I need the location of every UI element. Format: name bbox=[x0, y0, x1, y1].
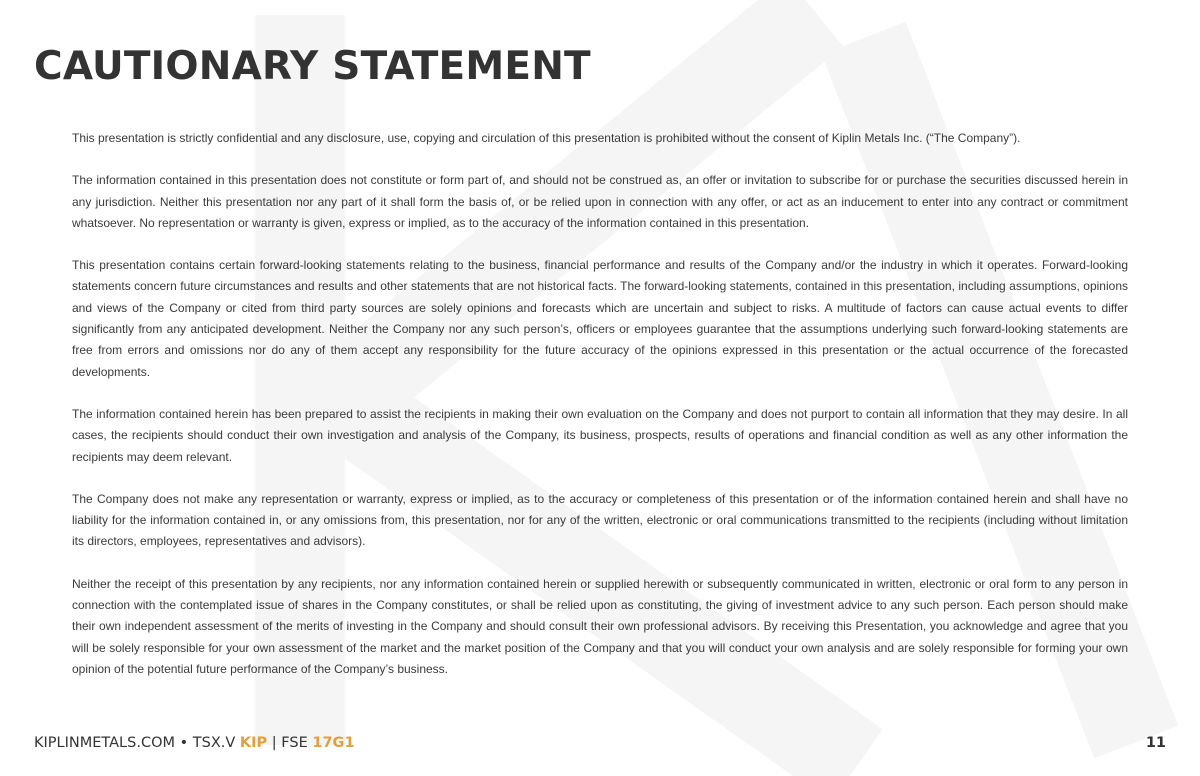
paragraph-confidentiality: This presentation is strictly confidential and any disclosure, use, copying and circulation of this presentation is prohibited without the consent of Kiplin Metals Inc. (“The Company”). bbox=[72, 131, 1021, 145]
footer-ticker-kip: KIP bbox=[239, 735, 268, 751]
footer-exchange-fse: FSE bbox=[281, 735, 313, 751]
footer bbox=[34, 735, 355, 751]
footer-divider: | bbox=[267, 735, 282, 751]
paragraph-forward-looking: This presentation contains certain forward-looking statements relating to the business, financial performance and results of the Company and/or the industry in which it operates. Forward-looking statements concern future circumstances and results and other statements that are not historical facts. The forward-looking statements, contained in this presentation, including assumptions, opinions and views of the Company or cited from third party sources are solely opinions and forecasts which are uncertain and subject to risks. A multitude of factors can cause actual events to differ significantly from any anticipated development. Neither the Company nor any such person’s, officers or employees guarantee that the assumptions underlying such forward-looking statements are free from errors and omissions nor do any of them accept any responsibility for the future accuracy of the opinions expressed in this presentation or the actual occurrence of the forecasted developments. bbox=[72, 258, 1128, 379]
paragraph-no-warranty: The Company does not make any representation or warranty, express or implied, as to the accuracy or completeness of this presentation or of the information contained herein and shall have no liability for the information contained in, or any omissions from, this presentation, nor for any of the written, electronic or oral communications transmitted to the recipients (including without limitation its directors, employees, representatives and advisors). bbox=[72, 491, 1128, 549]
footer-exchange-tsxv: TSX.V bbox=[192, 735, 240, 751]
paragraph-no-offer: The information contained in this presentation does not constitute or form part of, and should not be construed as, an offer or invitation to subscribe for or purchase the securities discussed herein in any jurisdiction. Neither this presentation nor any part of it shall form the basis of, or be relied upon in connection with any offer, or act as an inducement to enter into any contract or commitment whatsoever. No representation or warranty is given, express or implied, as to the accuracy of the information contained in this presentation. bbox=[72, 173, 1128, 230]
disclaimer-body bbox=[72, 128, 1128, 701]
footer-website: KIPLINMETALS.COM bbox=[34, 735, 175, 751]
page-number: 11 bbox=[1145, 735, 1166, 751]
footer-separator: • bbox=[175, 735, 193, 751]
page-title: CAUTIONARY STATEMENT bbox=[34, 44, 591, 89]
footer-ticker-17g1: 17G1 bbox=[312, 735, 355, 751]
paragraph-own-evaluation: The information contained herein has been prepared to assist the recipients in making their own evaluation on the Company and does not purport to contain all information that they may desire. In all cases, the recipients should conduct their own investigation and analysis of the Company, its business, prospects, results of operations and financial condition as well as any other information the recipients may deem relevant. bbox=[72, 406, 1128, 464]
paragraph-no-investment-advice: Neither the receipt of this presentation by any recipients, nor any information contained herein or supplied herewith or subsequently communicated in written, electronic or oral form to any person in connection with the contemplated issue of shares in the Company constitutes, or shall be relied upon as constituting, the giving of investment advice to any such person. Each person should make their own independent assessment of the merits of investing in the Company and should consult their own professional advisors. By receiving this Presentation, you acknowledge and agree that you will be solely responsible for your own assessment of the market and the market position of the Company and that you will conduct your own analysis and are solely responsible for forming your own opinion of the potential future performance of the Company’s business. bbox=[72, 576, 1128, 676]
